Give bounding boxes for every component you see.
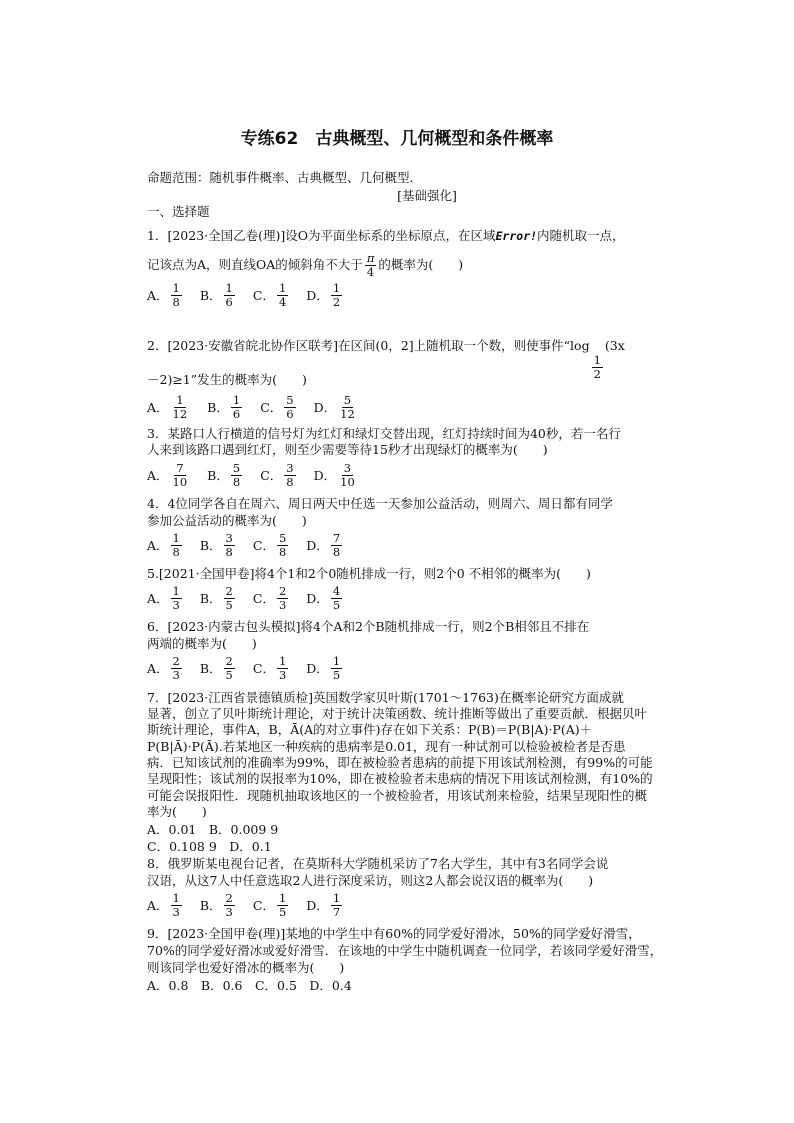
- q5-option-c[interactable]: C． $\frac{2}{3}$: [252, 584, 287, 612]
- q5-option-d[interactable]: D． $\frac{4}{5}$: [306, 584, 341, 612]
- q8-option-d[interactable]: D． $\frac{1}{7}$: [306, 891, 341, 919]
- q4-options: [147, 532, 360, 559]
- q6-option-c[interactable]: C． $\frac{1}{3}$: [252, 654, 287, 682]
- q8-option-b[interactable]: B． $\frac{2}{3}$: [199, 891, 233, 919]
- q4-option-d[interactable]: D． $\frac{7}{8}$: [306, 531, 341, 559]
- q1-options: [147, 282, 360, 309]
- q7-line7: 可能会误报阳性．现随机抽取该地区的一个被检验者，用该试剂来检验，结果呈现阳性的概: [147, 788, 648, 803]
- q2-log-base: $\frac{1}{2}$: [593, 353, 601, 381]
- q9-line1: 9．[2023·全国甲卷(理)]某地的中学生中有60%的同学爱好滑冰，50%的同学爱好滑雪，: [147, 926, 641, 941]
- q4-line2: 参加公益活动的概率为( ): [147, 513, 307, 528]
- q4-option-a[interactable]: A． $\frac{1}{8}$: [147, 531, 180, 559]
- q3-option-c[interactable]: C． $\frac{3}{8}$: [260, 461, 294, 489]
- q8-option-c[interactable]: C． $\frac{1}{5}$: [252, 891, 287, 919]
- q2-option-d[interactable]: D． $\frac{5}{12}$: [313, 393, 355, 421]
- q7-line1: 7．[2023·江西省景德镇质检]英国数学家贝叶斯(1701～1763)在概率论研究方面成就: [147, 690, 624, 705]
- q3-option-a[interactable]: A． $\frac{7}{10}$: [147, 461, 188, 489]
- q7-options-row1[interactable]: A．0.01 B．0.009 9: [147, 822, 279, 837]
- q7-options-row2[interactable]: C．0.108 9 D．0.1: [147, 839, 272, 854]
- q2-option-c[interactable]: C． $\frac{5}{6}$: [260, 393, 294, 421]
- q7-line3: 斯统计理论，事件A，B，Ā(A的对立事件)存在如下关系：P(B)＝P(B|A)·P(A)＋: [147, 722, 593, 737]
- q5-option-a[interactable]: A． $\frac{1}{3}$: [147, 584, 180, 612]
- q4-option-c[interactable]: C． $\frac{5}{8}$: [252, 531, 287, 559]
- q7-line4: P(B|Ā)·P(Ā).若某地区一种疾病的患病率是0.01，现有一种试剂可以检验被检者是否患: [147, 739, 626, 754]
- q2-line1: 2．[2023·安徽省皖北协作区联考]在区间(0，2]上随机取一个数，则使事件“log $\frac{1}{2}$ (3x: [147, 338, 625, 381]
- q7-line8: 率为( ): [147, 804, 207, 819]
- q7-line2: 显著，创立了贝叶斯统计理论，对于统计决策函数、统计推断等做出了重要贡献．根据贝叶: [147, 706, 648, 721]
- section-heading: 一、选择题: [147, 204, 210, 219]
- q4-line1: 4．4位同学各自在周六、周日两天中任选一天参加公益活动，则周六、周日都有同学: [147, 496, 613, 511]
- q1-text-c: 记该点为A，则直线OA的倾斜角不大于: [147, 257, 363, 272]
- q8-option-a[interactable]: A． $\frac{1}{3}$: [147, 891, 180, 919]
- q1-option-b[interactable]: B． $\frac{1}{6}$: [199, 281, 233, 309]
- q8-line2: 汉语，从这7人中任意选取2人进行深度采访，则这2人都会说汉语的概率为( ): [147, 873, 594, 888]
- q2-options: [147, 394, 375, 421]
- q5-option-b[interactable]: B． $\frac{2}{5}$: [199, 584, 233, 612]
- q6-option-d[interactable]: D． $\frac{1}{5}$: [306, 654, 341, 682]
- q9-options[interactable]: A．0.8 B．0.6 C．0.5 D．0.4: [147, 978, 352, 993]
- q5-line1: 5.[2021·全国甲卷]将4个1和2个0随机排成一行，则2个0 不相邻的概率为( ): [147, 566, 591, 581]
- q6-option-b[interactable]: B． $\frac{2}{5}$: [199, 654, 233, 682]
- q1-option-d[interactable]: D． $\frac{1}{2}$: [306, 281, 341, 309]
- q7-line6: 呈现阳性；该试剂的误报率为10%，即在被检验者未患病的情况下用该试剂检测，有10%的: [147, 771, 653, 786]
- q1-line2: [147, 252, 463, 279]
- q1-option-c[interactable]: C． $\frac{1}{4}$: [252, 281, 287, 309]
- scope-line: 命题范围：随机事件概率、古典概型、几何概型．: [147, 170, 423, 185]
- q8-line1: 8．俄罗斯某电视台记者，在莫斯科大学随机采访了7名大学生，其中有3名同学会说: [147, 856, 609, 871]
- q1-text-d: 的概率为( ): [378, 257, 464, 272]
- q9-line3: 则该同学也爱好滑冰的概率为( ): [147, 960, 345, 975]
- q7-line5: 病．已知该试剂的准确率为99%，即在被检验者患病的前提下用该试剂检测，有99%的可能: [147, 755, 653, 770]
- page-title: 专练62 古典概型、几何概型和条件概率: [240, 129, 554, 149]
- q1-option-a[interactable]: A． $\frac{1}{8}$: [147, 281, 180, 309]
- q3-option-d[interactable]: D． $\frac{3}{10}$: [313, 461, 355, 489]
- subsection-label: [基础强化]: [397, 188, 457, 203]
- q2-line2: －2)≥1”发生的概率为( ): [147, 372, 307, 387]
- q6-line2: 两端的概率为( ): [147, 636, 257, 651]
- q3-line1: 3．某路口人行横道的信号灯为红灯和绿灯交替出现，红灯持续时间为40秒，若一名行: [147, 426, 621, 441]
- q5-options: [147, 585, 360, 612]
- q6-option-a[interactable]: A． $\frac{2}{3}$: [147, 654, 180, 682]
- q1-line1: [147, 228, 625, 244]
- q6-options: [147, 655, 360, 682]
- q8-options: [147, 892, 360, 919]
- q1-pi-fraction: $\frac{\pi}{4}$: [366, 251, 375, 279]
- q2-option-a[interactable]: A． $\frac{1}{12}$: [147, 393, 188, 421]
- q2-option-b[interactable]: B． $\frac{1}{6}$: [207, 393, 241, 421]
- q1-text-a: 1．[2023·全国乙卷(理)]设O为平面坐标系的坐标原点，在区域: [147, 228, 496, 243]
- q1-error-region: Error!: [495, 229, 538, 243]
- q4-option-b[interactable]: B． $\frac{3}{8}$: [199, 531, 233, 559]
- q3-options: [147, 462, 375, 489]
- q3-line2: 人来到该路口遇到红灯，则至少需要等待15秒才出现绿灯的概率为( ): [147, 442, 548, 457]
- q9-line2: 70%的同学爱好滑冰或爱好滑雪．在该地的中学生中随机调查一位同学，若该同学爱好滑雪，: [147, 943, 663, 958]
- q1-text-b: 内随机取一点，: [537, 228, 625, 243]
- q3-option-b[interactable]: B． $\frac{5}{8}$: [207, 461, 241, 489]
- q6-line1: 6．[2023·内蒙古包头模拟]将4个A和2个B随机排成一行，则2个B相邻且不排在: [147, 619, 590, 634]
